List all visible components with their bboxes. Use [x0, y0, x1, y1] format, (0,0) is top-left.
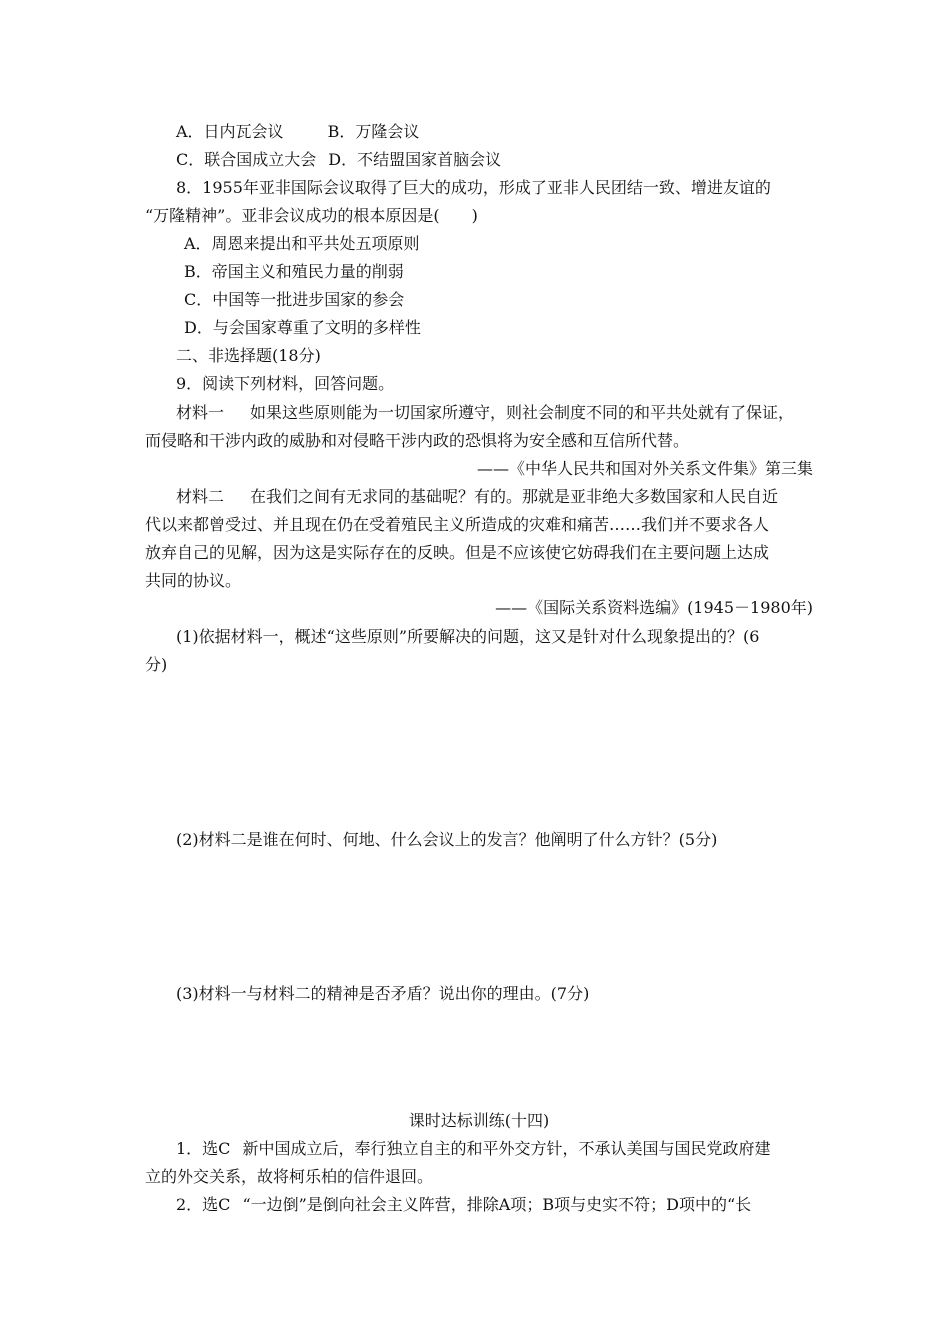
q7-options-row1: [176, 122, 844, 142]
material2-line4: 共同的协议。: [145, 571, 242, 590]
section-heading: 二、非选择题(18分): [176, 346, 321, 365]
q8-option-b: B．帝国主义和殖民力量的削弱: [184, 262, 404, 281]
sub-question-3: (3)材料一与材料二的精神是否矛盾？说出你的理由。(7分): [176, 984, 590, 1003]
answer2-line1: [176, 1195, 844, 1215]
material1-text-1: 如果这些原则能为一切国家所遵守，则社会制度不同的和平共处就有了保证，: [250, 403, 795, 422]
q8-option-c: C．中国等一批进步国家的参会: [184, 290, 405, 309]
material2-line1: [176, 487, 844, 507]
material2-source: ——《国际关系资料选编》(1945－1980年): [495, 598, 813, 617]
sub-question-2: (2)材料二是谁在何时、何地、什么会议上的发言？他阐明了什么方针？(5分): [176, 830, 718, 849]
q7-options-row2: [176, 150, 844, 170]
q9-stem: 9．阅读下列材料，回答问题。: [176, 374, 395, 393]
sub-question-1-line1: (1)依据材料一，概述“这些原则”所要解决的问题，这又是针对什么现象提出的？(6: [176, 627, 760, 646]
q8-option-d: D．与会国家尊重了文明的多样性: [184, 318, 421, 337]
answer2-label: 2．选C: [176, 1195, 231, 1214]
answer1-line2: 立的外交关系，故将柯乐柏的信件退回。: [145, 1167, 434, 1186]
q7-option-a: A．日内瓦会议: [176, 122, 284, 141]
q7-option-c: C．联合国成立大会: [176, 150, 317, 169]
sub-question-1-line2: 分): [145, 655, 168, 674]
answer1-text-1: 新中国成立后，奉行独立自主的和平外交方针，不承认美国与国民党政府建: [242, 1139, 771, 1158]
material2-label: 材料二: [176, 487, 225, 506]
material2-text-1: 在我们之间有无求同的基础呢？有的。那就是亚非绝大多数国家和人民自近: [250, 487, 779, 506]
answer1-label: 1．选C: [176, 1139, 231, 1158]
material1-line1: [176, 403, 844, 423]
answers-title: 课时达标训练(十四): [408, 1111, 550, 1130]
material1-source: ——《中华人民共和国对外关系文件集》第三集: [476, 459, 813, 478]
q8-option-a: A．周恩来提出和平共处五项原则: [184, 234, 420, 253]
q8-stem-line2: “万隆精神”。亚非会议成功的根本原因是( ): [145, 206, 478, 225]
material2-line3: 放弃自己的见解，因为这是实际存在的反映。但是不应该使它妨碍我们在主要问题上达成: [145, 543, 770, 562]
material1-line2: 而侵略和干涉内政的威胁和对侵略干涉内政的恐惧将为安全感和互信所代替。: [145, 431, 690, 450]
material1-label: 材料一: [176, 403, 225, 422]
material2-line2: 代以来都曾受过、并且现在仍在受着殖民主义所造成的灾难和痛苦……我们并不要求各人: [145, 515, 770, 534]
q7-option-d: D．不结盟国家首脑会议: [328, 150, 502, 169]
q8-stem-line1: 8．1955年亚非国际会议取得了巨大的成功，形成了亚非人民团结一致、增进友谊的: [176, 178, 771, 197]
answer2-text-1: “一边倒”是倒向社会主义阵营，排除A项；B项与史实不符；D项中的“长: [242, 1195, 752, 1214]
answer1-line1: [176, 1139, 844, 1159]
q7-option-b: B．万隆会议: [327, 122, 420, 141]
